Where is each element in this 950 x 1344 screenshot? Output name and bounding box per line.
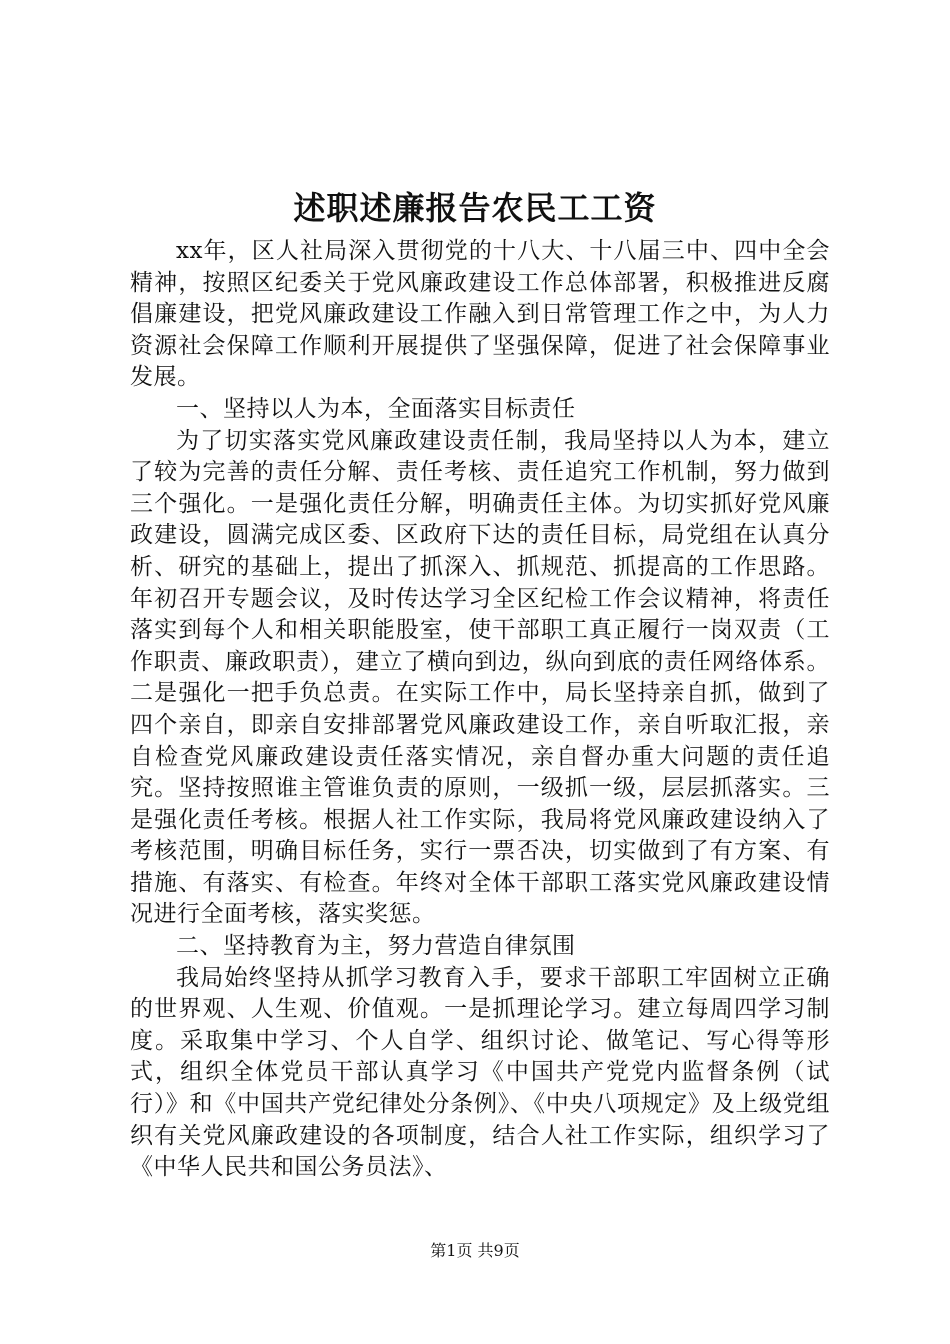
section-heading-1: 一、坚持以人为本，全面落实目标责任 <box>176 395 576 422</box>
document-title: 述职述廉报告农民工工资 <box>293 189 657 227</box>
section-1-paragraph: 为了切实落实党风廉政建设责任制，我局坚持以人为本，建立了较为完善的责任分解、责任考核、责任追究工作机制，努力做到三个强化。一是强化责任分解，明确责任主体。为切实抓好党风廉政建设，圆满完成区委、区政府下达的责任目标，局党组在认真分析、研究的基础上，提出了抓深入、抓规范、抓提高的工作思路。年初召开专题会议，及时传达学习全区纪检工作会议精神，将责任落实到每个人和相关职能股室，使干部职工真正履行一岗双责（工作职责、廉政职责），建立了横向到边，纵向到底的责任网络体系。二是强化一把手负总责。在实际工作中，局长坚持亲自抓，做到了四个亲自，即亲自安排部署党风廉政建设工作，亲自听取汇报，亲自检查党风廉政建设责任落实情况，亲自督办重大问题的责任追究。坚持按照谁主管谁负责的原则，一级抓一级，层层抓落实。三是强化责任考核。根据人社工作实际，我局将党风廉政建设纳入了考核范围，明确目标任务，实行一票否决，切实做到了有方案、有措施、有落实、有检查。年终对全体干部职工落实党风廉政建设情况进行全面考核，落实奖惩。 <box>130 427 830 928</box>
intro-paragraph: xx年，区人社局深入贯彻党的十八大、十八届三中、四中全会精神，按照区纪委关于党风廉政建设工作总体部署，积极推进反腐倡廉建设，把党风廉政建设工作融入到日常管理工作之中，为人力资源社会保障工作顺利开展提供了坚强保障，促进了社会保障事业发展。 <box>130 238 830 391</box>
document-body <box>130 236 830 1184</box>
page-number-footer: 第1页 共9页 <box>430 1241 520 1260</box>
section-heading-2: 二、坚持教育为主，努力营造自律氛围 <box>176 933 576 960</box>
section-2-paragraph: 我局始终坚持从抓学习教育入手，要求干部职工牢固树立正确的世界观、人生观、价值观。一是抓理论学习。建立每周四学习制度。采取集中学习、个人自学、组织讨论、做笔记、写心得等形式，组织全体党员干部认真学习《中国共产党党内监督条例（试行）》和《中国共产党纪律处分条例》、《中央八项规定》及上级党组织有关党风廉政建设的各项制度，结合人社工作实际，组织学习了《中华人民共和国公务员法》、 <box>130 964 830 1181</box>
